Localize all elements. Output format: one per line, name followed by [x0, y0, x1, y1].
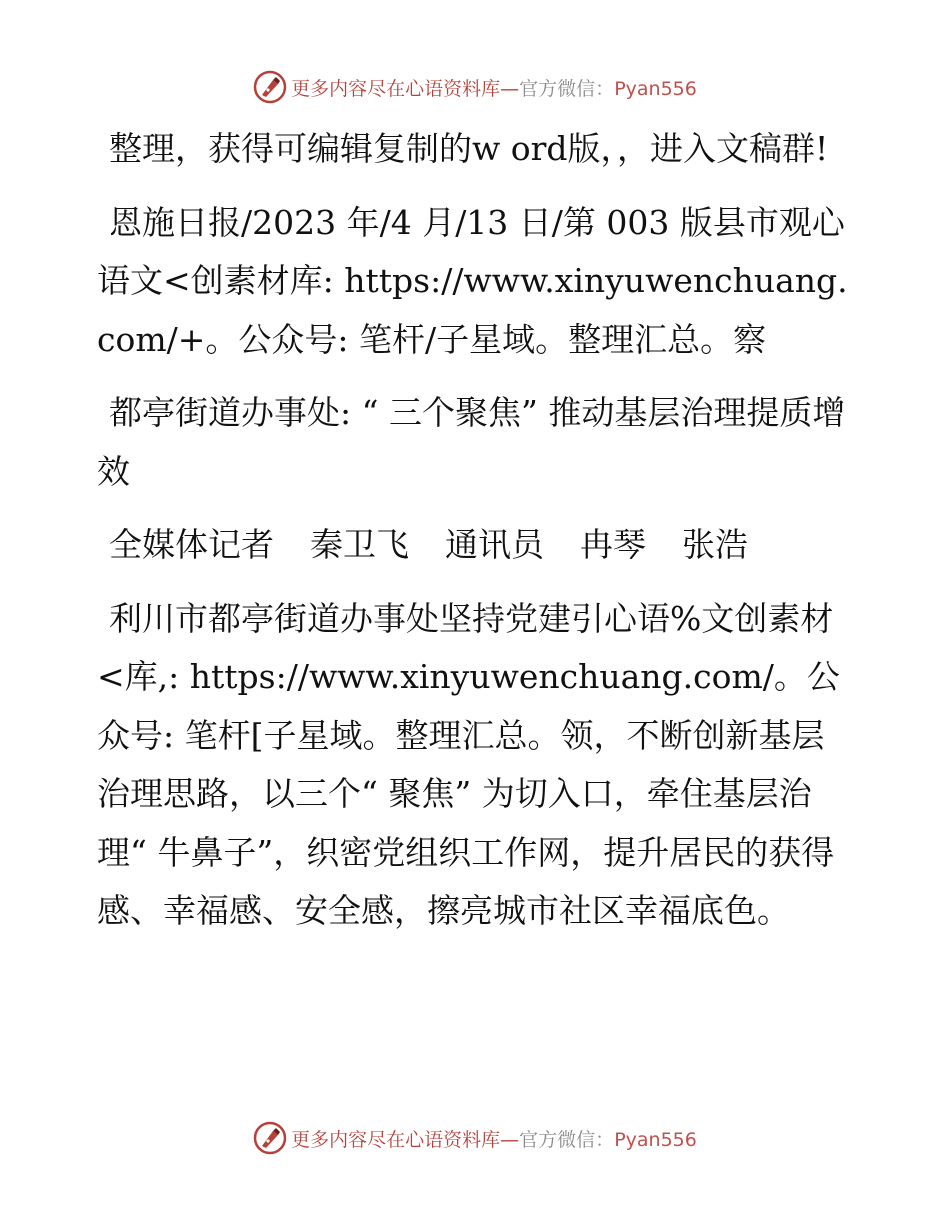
article-headline-text: 都亭街道办事处: “ 三个聚焦” 推动基层治理提质增效	[97, 393, 846, 491]
banner-main-text: 更多内容尽在心语资料库	[291, 77, 501, 100]
article-headline	[97, 384, 857, 501]
byline-name-correspondent-2: 张浩	[682, 525, 748, 564]
byline-name-correspondent-1: 冉琴	[580, 525, 646, 564]
paragraph-source-text: 恩施日报/2023 年/4 月/13 日/第 003 版县市观心语文<创素材库: https://www.xinyuwenchuang.com/+。公众号: 笔杆/子星域。整理汇总。察	[97, 202, 848, 359]
banner-main-text: 更多内容尽在心语资料库	[291, 1128, 501, 1151]
pen-nib-logo-icon	[253, 1121, 287, 1155]
paragraph-source	[97, 194, 857, 370]
paragraph-body	[97, 590, 857, 941]
banner-wechat-id: Pyan556	[614, 1128, 697, 1151]
banner-wechat-label: 官方微信：	[519, 1128, 615, 1151]
banner-wechat-id: Pyan556	[614, 77, 697, 100]
paragraph-intro-text: 整理，获得可编辑复制的w ord版，，进入文稿群!	[109, 129, 829, 168]
banner-text	[291, 1125, 697, 1152]
paragraph-body-text: 利川市都亭街道办事处坚持党建引心语%文创素材<库,: https://www.xinyuwenchuang.com/。公众号: 笔杆[子星域。整理汇总。领，不断创新基层治理思路，以三个“ 聚焦” 为切入口，牵住基层治理“ 牛鼻子”，织密党组织工作网，提升居民的获得感、幸福感、安全感，擦亮城市社区幸福底色。	[97, 598, 840, 930]
pen-nib-logo-icon	[253, 70, 287, 104]
banner-dash: —	[500, 77, 520, 100]
document-body	[97, 120, 857, 956]
banner-dash: —	[500, 1128, 520, 1151]
byline-role-reporter: 全媒体记者	[109, 525, 274, 564]
header-banner	[0, 70, 950, 104]
footer-banner	[0, 1121, 950, 1155]
byline-role-correspondent: 通讯员	[445, 525, 544, 564]
byline-name-reporter: 秦卫飞	[310, 525, 409, 564]
byline	[97, 516, 857, 575]
banner-text	[291, 74, 697, 101]
banner-wechat-label: 官方微信：	[519, 77, 615, 100]
paragraph-intro	[97, 120, 857, 179]
